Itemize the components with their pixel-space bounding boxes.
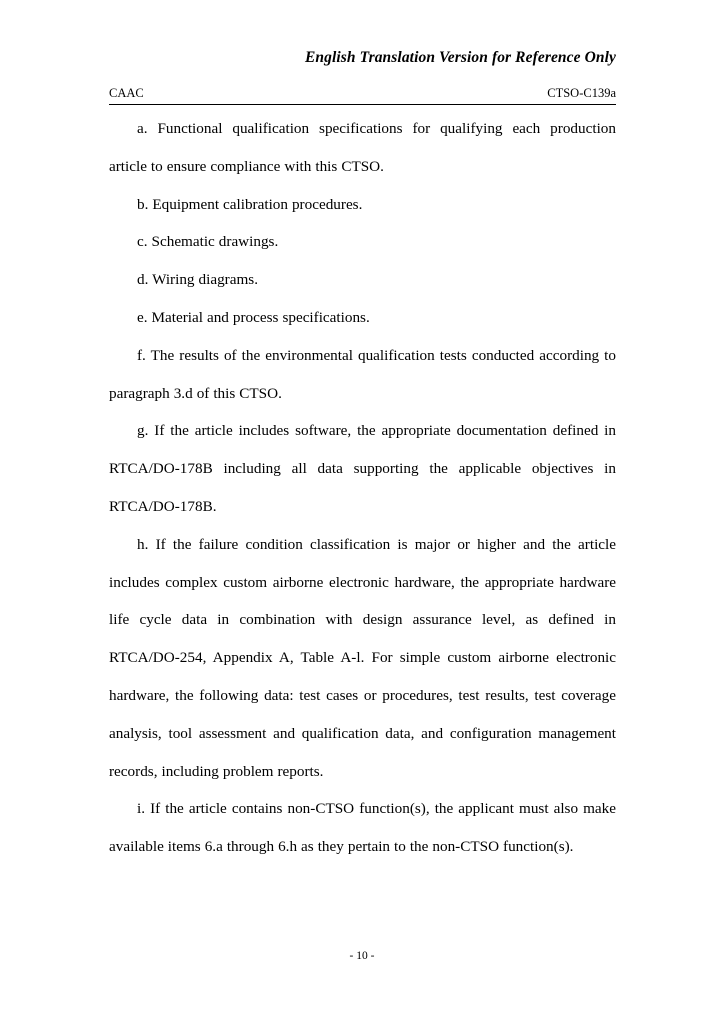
paragraph-i: i. If the article contains non-CTSO function(s), the applicant must also make available items 6.a through 6.h as they pertain to the non-CTSO function(s).: [109, 800, 616, 856]
paragraph-a: a. Functional qualification specifications for qualifying each production article to ensure compliance with this CTSO.: [109, 120, 616, 175]
paragraph-d: d. Wiring diagrams.: [137, 271, 258, 289]
running-head-document-number: CTSO-C139a: [547, 86, 616, 100]
paragraph-f: f. The results of the environmental qualification tests conducted according to paragraph 3.d of this CTSO.: [109, 346, 616, 402]
document-header: [109, 48, 616, 68]
translation-notice: English Translation Version for Reference Only: [304, 49, 616, 66]
page-footer: [0, 949, 724, 963]
paragraph-h: h. If the failure condition classification is major or higher and the article includes complex custom airborne electronic hardware, the appropriate hardware life cycle data in combination with design assurance level, as defined in RTCA/DO-254, Appendix A, Table A-l. For simple custom airborne electronic hardware, the following data: test cases or procedures, test results, test coverage analysis, tool assessment and qualification data, and configuration management records, including problem reports.: [109, 535, 616, 780]
paragraph-e: e. Material and process specifications.: [137, 308, 370, 326]
paragraph-c: c. Schematic drawings.: [137, 233, 279, 251]
paragraph-g: g. If the article includes software, the appropriate documentation defined in RTCA/DO-178B including all data supporting the applicable objectives in RTCA/DO-178B.: [109, 422, 616, 515]
document-body: [109, 110, 616, 866]
paragraph-b: b. Equipment calibration procedures.: [137, 195, 363, 213]
page-number: - 10 -: [349, 950, 375, 962]
running-head-authority: CAAC: [109, 86, 144, 100]
running-head: [109, 86, 616, 105]
